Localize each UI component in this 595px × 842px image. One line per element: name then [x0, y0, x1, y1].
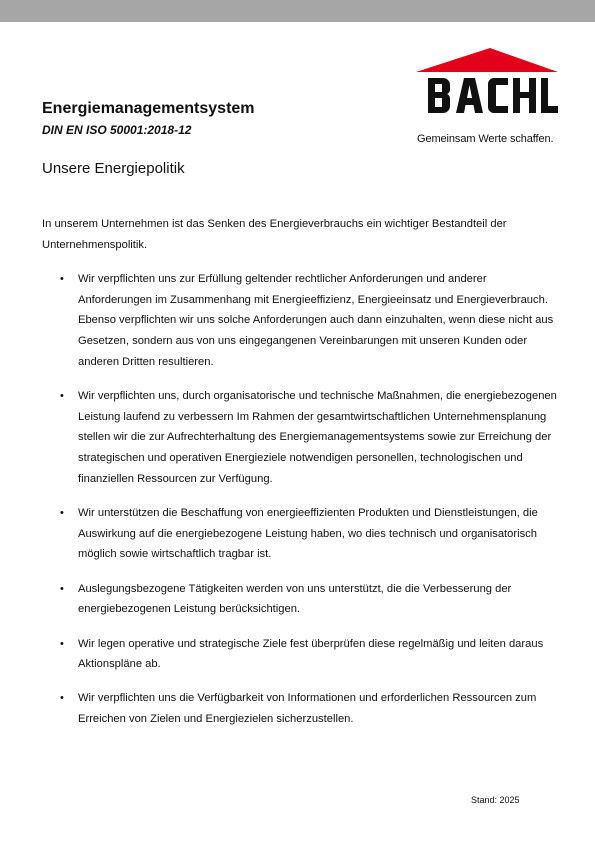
list-item-text: Wir unterstützen die Beschaffung von energieeffizienten Produkten und Dienstleistungen, die Auswirkung auf die energiebezogene Leistung haben, wo dies technisch und organisatorisch möglich sowie wirtschaftlich tragbar ist.: [78, 507, 538, 561]
list-item-text: Wir legen operative und strategische Ziele fest überprüfen diese regelmäßig und leiten daraus Aktionspläne ab.: [78, 637, 544, 671]
bullet-icon: •: [60, 507, 64, 520]
list-item-text: Auslegungsbezogene Tätigkeiten werden von uns unterstützt, die die Verbesserung der energiebezogenen Leistung berücksichtigen.: [78, 582, 512, 616]
list-item-text: Wir verpflichten uns zur Erfüllung geltender rechtlicher Anforderungen und anderer Anforderungen im Zusammenhang mit Energieeffizienz, Energieeinsatz und Energieverbrauch. Ebenso verpflichten wir uns solche Anforderungen auch dann einzuhalten, wenn diese nicht aus Gesetzen, sondern aus von uns eingegangenen Vereinbarungen mit unseren Kunden oder anderen Dritten resultieren.: [78, 273, 554, 368]
bullet-icon: •: [60, 637, 64, 650]
bullet-icon: •: [60, 390, 64, 403]
document-subtitle: DIN EN ISO 50001:2018-12: [42, 123, 192, 137]
list-item-text: Wir verpflichten uns, durch organisatorische und technische Maßnahmen, die energiebezogenen Leistung laufend zu verbessern Im Rahmen der gesamtwirtschaftlichen Unternehmensplanung stellen wir die zur Aufrechterhaltung des Energiemanagementsystems sowie zur Erreichung der strategischen und operativen Energieziele notwendigen personellen, technologischen und finanziellen Ressourcen zur Verfügung.: [78, 390, 557, 485]
list-item: [60, 503, 560, 565]
bullet-icon: •: [60, 692, 64, 705]
list-item-text: Wir verpflichten uns die Verfügbarkeit von Informationen und erforderlichen Ressourcen zum Erreichen von Zielen und Energiezielen sicherzustellen.: [78, 692, 537, 726]
list-item: [60, 269, 560, 373]
list-item: [60, 634, 560, 675]
list-item: [60, 386, 560, 490]
top-bar: [0, 0, 595, 22]
document-title: Energiemanagementsystem: [42, 100, 255, 117]
bullet-icon: •: [60, 273, 64, 285]
policy-list: [60, 269, 560, 743]
list-item: [60, 579, 560, 620]
logo-tagline: Gemeinsam Werte schaffen.: [417, 133, 554, 145]
bullet-icon: •: [60, 582, 64, 595]
logo-lettering: [428, 78, 558, 113]
stand-date: Stand: 2025: [471, 795, 520, 805]
logo-roof: [416, 48, 558, 72]
section-title: Unsere Energiepolitik: [42, 160, 185, 177]
list-item: [60, 688, 560, 729]
intro-paragraph: In unserem Unternehmen ist das Senken des Energieverbrauchs ein wichtiger Bestandteil der Unternehmenspolitik.: [42, 218, 507, 251]
